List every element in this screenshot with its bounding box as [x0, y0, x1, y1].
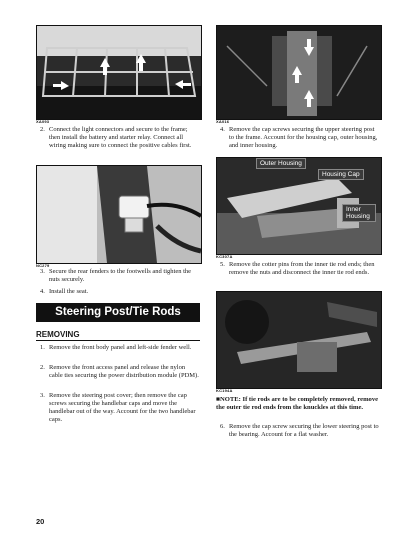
step-4-left: 4. Install the seat.	[40, 288, 89, 295]
subsection-rule	[36, 340, 200, 341]
photo-rear-rack	[36, 25, 202, 120]
steering-post-illustration	[217, 26, 381, 119]
step-3-left: 3. Secure the rear fenders to the footwells and tighten the nuts securely.	[40, 268, 192, 283]
step-2-left: 2. Connect the light connectors and secure to the frame; then install the battery and starter relay. Connect all wiring making sure to connect the positive cables first.	[40, 126, 192, 149]
photo-connector	[36, 165, 202, 264]
photo-tie-rod	[216, 291, 382, 389]
removing-step-1: 1. Remove the front body panel and left-side fender well.	[40, 344, 192, 351]
page-number: 20	[36, 517, 45, 526]
photo-code: KC307A	[216, 254, 233, 259]
photo-code: XA016	[216, 119, 230, 124]
note-text: NOTE: If tie rods are to be completely removed, remove the outer tie rod ends from the knuckles at this time.	[216, 396, 379, 411]
step-5-right: 5. Remove the cotter pins from the inner tie rod ends; then remove the nuts and disconnect the inner tie rod ends.	[220, 261, 375, 276]
note-marker-icon: ■	[216, 396, 220, 403]
photo-steering-post	[216, 25, 382, 120]
note-block	[216, 396, 380, 412]
subsection-title: REMOVING	[36, 330, 80, 339]
step-6-right: 6. Remove the cap screw securing the lower steering post to the bearing. Account for a flat washer.	[220, 423, 379, 438]
photo-code: XA093	[36, 119, 50, 124]
removing-step-3: 3. Remove the steering post cover; then remove the cap screws securing the handlebar caps and move the handlebar out of the way. Account for the two handlebar caps.	[40, 392, 196, 423]
callout-outer-housing: Outer Housing	[256, 158, 306, 169]
callout-inner-housing: Inner Housing	[342, 204, 376, 222]
rear-rack-illustration	[37, 26, 201, 119]
connector-illustration	[37, 166, 201, 263]
tie-rod-illustration	[217, 292, 381, 388]
callout-housing-cap: Housing Cap	[318, 169, 364, 180]
removing-step-2: 2. Remove the front access panel and release the nylon cable ties securing the power distribution module (PDM).	[40, 364, 199, 379]
photo-code: NC279	[36, 263, 50, 268]
section-title: Steering Post/Tie Rods	[36, 303, 200, 322]
photo-code: KC194A	[216, 388, 233, 393]
step-4-right: 4. Remove the cap screws securing the upper steering post to the frame. Account for the housing cap, outer housing, and inner housing.	[220, 126, 378, 149]
